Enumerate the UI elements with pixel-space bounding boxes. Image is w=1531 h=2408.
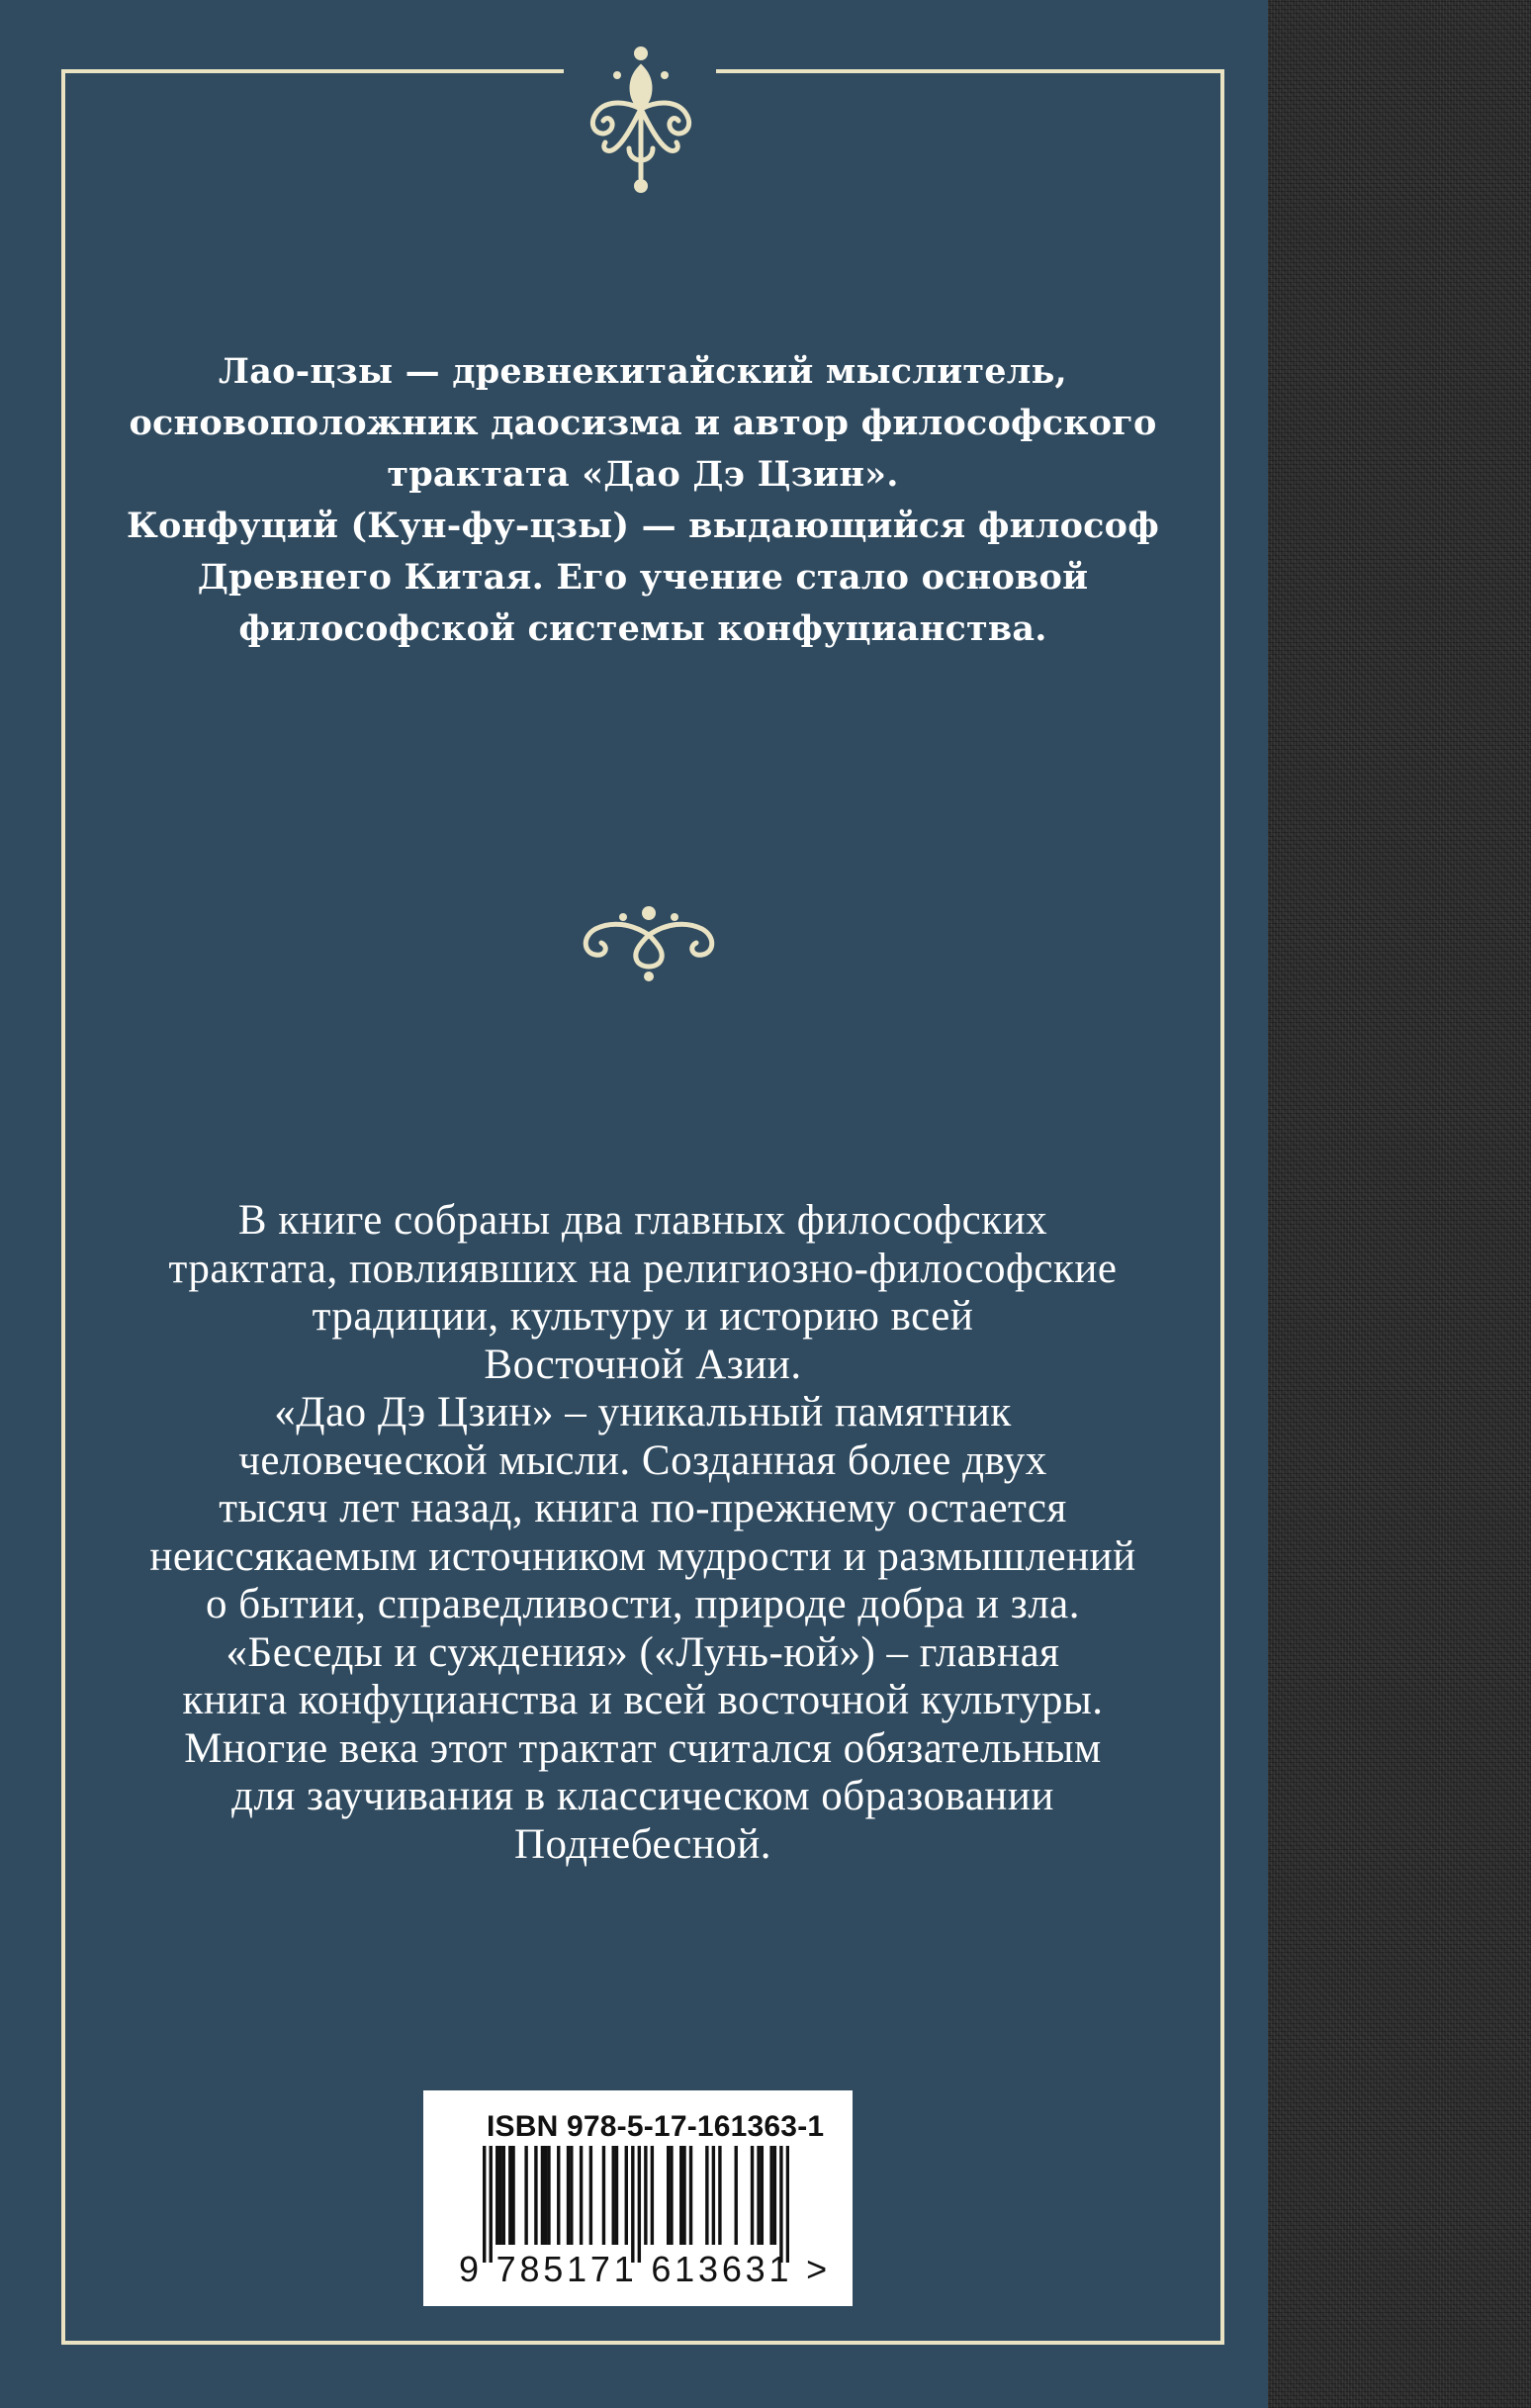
barcode-bar bbox=[544, 2146, 547, 2245]
barcode-bar bbox=[508, 2146, 511, 2245]
fleur-ornament-icon bbox=[572, 40, 710, 198]
author-blurb-line: Конфуций (Кун-фу-цзы) — выдающийся философ bbox=[127, 506, 1159, 546]
barcode-bar bbox=[498, 2146, 501, 2245]
book-blurb-line: Поднебесной. bbox=[513, 1820, 772, 1868]
author-blurb-line: философской системы конфуцианства. bbox=[238, 608, 1047, 649]
book-blurb-line: «Дао Дэ Цзин» – уникальный памятник bbox=[274, 1389, 1012, 1436]
author-blurb bbox=[69, 346, 1216, 655]
barcode-bar bbox=[689, 2146, 692, 2245]
barcode-bar bbox=[524, 2146, 527, 2245]
barcode-bar bbox=[580, 2146, 583, 2245]
barcode-bar bbox=[567, 2146, 570, 2245]
scroll-ornament-icon bbox=[572, 895, 726, 984]
author-blurb-line: основоположник даосизма и автор философского bbox=[129, 403, 1157, 443]
barcode-bar bbox=[712, 2146, 715, 2245]
barcode-bar bbox=[769, 2146, 772, 2245]
barcode-bar bbox=[786, 2146, 789, 2263]
barcode-digits: 9 785171 613631 > bbox=[459, 2249, 831, 2289]
book-blurb-line: человеческой мысли. Созданная более двух bbox=[238, 1436, 1047, 1484]
book-blurb-line: тысяч лет назад, книга по-прежнему остается bbox=[219, 1485, 1067, 1531]
barcode-bar bbox=[705, 2146, 708, 2245]
barcode-bar bbox=[502, 2146, 505, 2245]
barcode-bar bbox=[651, 2146, 654, 2245]
barcode-bar bbox=[779, 2146, 782, 2263]
book-blurb-line: В книге собраны два главных философских bbox=[237, 1197, 1048, 1244]
barcode-bar bbox=[589, 2146, 592, 2245]
book-blurb-line: о бытии, справедливости, природе добра и зла. bbox=[205, 1581, 1081, 1627]
barcode-bar bbox=[718, 2146, 721, 2245]
barcode-bar bbox=[679, 2146, 682, 2245]
barcode-bar bbox=[773, 2146, 776, 2245]
barcode-bar bbox=[670, 2146, 673, 2245]
book-spine bbox=[1268, 0, 1531, 2408]
book-blurb-line: трактата, повлиявших на религиозно-философские bbox=[168, 1245, 1118, 1292]
barcode-bar bbox=[612, 2146, 615, 2245]
book-blurb-line: для заучивания в классическом образовании bbox=[231, 1773, 1054, 1819]
barcode-bar bbox=[615, 2146, 618, 2245]
barcode-bar bbox=[557, 2146, 560, 2245]
book-blurb-line: неиссякаемым источником мудрости и размышлений bbox=[149, 1532, 1136, 1580]
barcode-bar bbox=[761, 2146, 764, 2245]
author-blurb-line: Древнего Китая. Его учение стало основой bbox=[197, 557, 1089, 598]
book-blurb bbox=[69, 1197, 1216, 1869]
barcode-bar bbox=[667, 2146, 670, 2245]
barcode-bar bbox=[631, 2146, 634, 2263]
book-blurb-line: Восточной Азии. bbox=[484, 1341, 802, 1388]
author-blurb-line: трактата «Дао Дэ Цзин». bbox=[387, 454, 899, 495]
barcode-bar bbox=[735, 2146, 738, 2245]
book-blurb-line: книга конфуцианства и всей восточной культуры. bbox=[182, 1677, 1104, 1723]
barcode-bar bbox=[534, 2146, 537, 2245]
barcode-bar bbox=[625, 2146, 628, 2245]
barcode-bar bbox=[570, 2146, 573, 2245]
isbn-text: ISBN 978-5-17-161363-1 bbox=[487, 2110, 825, 2143]
book-blurb-line: Многие века этот трактат считался обязательным bbox=[184, 1724, 1102, 1772]
barcode-bar bbox=[547, 2146, 550, 2245]
barcode-bar bbox=[602, 2146, 605, 2245]
barcode-bar bbox=[638, 2146, 641, 2263]
barcode-label bbox=[423, 2090, 853, 2306]
book-blurb-line: «Беседы и суждения» («Лунь-юй») – главная bbox=[225, 1628, 1060, 1676]
author-blurb-line: Лао-цзы — древнекитайский мыслитель, bbox=[219, 351, 1067, 392]
barcode-bar bbox=[644, 2146, 647, 2245]
barcode-bar bbox=[483, 2146, 486, 2263]
book-blurb-line: традиции, культуру и историю всей bbox=[312, 1293, 974, 1340]
barcode-bar bbox=[541, 2146, 544, 2245]
barcode-bar bbox=[490, 2146, 493, 2263]
barcode-bar bbox=[682, 2146, 685, 2245]
barcode-bar bbox=[511, 2146, 514, 2245]
barcode-bars bbox=[483, 2146, 789, 2263]
barcode-bar bbox=[495, 2146, 498, 2245]
barcode-bar bbox=[751, 2146, 754, 2245]
barcode-bar bbox=[757, 2146, 760, 2245]
